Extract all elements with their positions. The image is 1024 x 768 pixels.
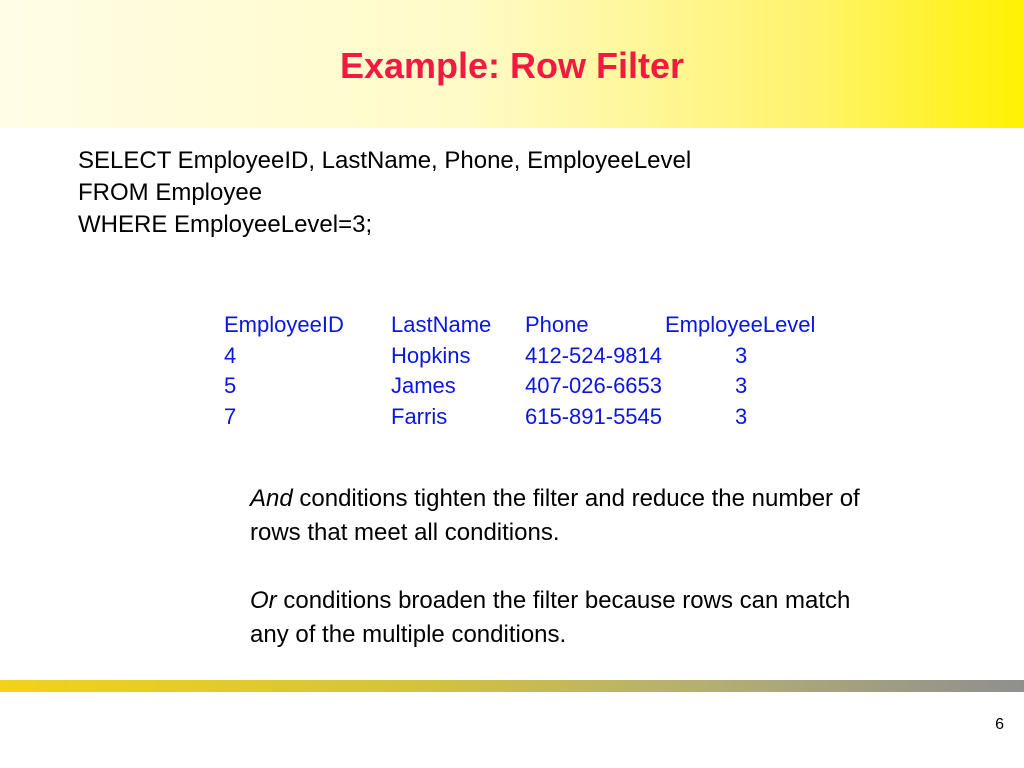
table-header-row bbox=[224, 310, 865, 341]
and-note-text: conditions tighten the filter and reduce the number of rows that meet all conditions. bbox=[250, 485, 860, 546]
table-cell: Farris bbox=[391, 403, 448, 429]
slide-title: Example: Row Filter bbox=[339, 45, 685, 86]
table-cell: 5 bbox=[224, 373, 237, 399]
sql-line-select: SELECT EmployeeID, LastName, Phone, EmployeeLevel bbox=[78, 147, 692, 174]
table-cell: 615-891-5545 bbox=[525, 403, 663, 429]
and-note bbox=[250, 482, 870, 550]
column-header: EmployeeLevel bbox=[665, 312, 816, 338]
table-cell: 4 bbox=[224, 342, 237, 368]
table-cell: 407-026-6653 bbox=[525, 373, 663, 399]
sql-query bbox=[78, 145, 691, 241]
footer-bar bbox=[0, 680, 1024, 692]
or-note bbox=[250, 584, 870, 652]
and-keyword: And bbox=[250, 485, 293, 512]
note-spacer bbox=[250, 550, 870, 584]
table-cell: James bbox=[391, 373, 456, 399]
column-header: EmployeeID bbox=[224, 312, 344, 338]
table-row bbox=[224, 371, 865, 402]
table-cell: 3 bbox=[735, 403, 748, 429]
page-number: 6 bbox=[995, 716, 1004, 733]
table-cell: 7 bbox=[224, 403, 237, 429]
or-note-text: conditions broaden the filter because rows can match any of the multiple conditions. bbox=[250, 587, 851, 648]
result-table bbox=[224, 310, 865, 432]
table-row bbox=[224, 341, 865, 372]
sql-line-where: WHERE EmployeeLevel=3; bbox=[78, 211, 373, 238]
column-header: Phone bbox=[525, 312, 589, 338]
table-cell: 412-524-9814 bbox=[525, 342, 663, 368]
column-header: LastName bbox=[391, 312, 492, 338]
notes bbox=[250, 482, 870, 652]
table-cell: 3 bbox=[735, 342, 748, 368]
table-cell: 3 bbox=[735, 373, 748, 399]
table-row bbox=[224, 402, 865, 433]
or-keyword: Or bbox=[250, 587, 277, 614]
table-cell: Hopkins bbox=[391, 342, 471, 368]
sql-line-from: FROM Employee bbox=[78, 179, 263, 206]
